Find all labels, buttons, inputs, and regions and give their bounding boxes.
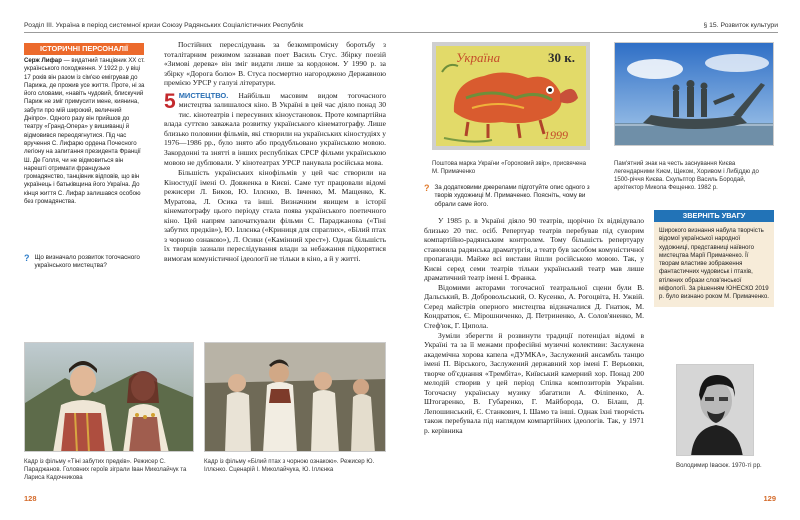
right-text-column bbox=[424, 216, 644, 436]
section-number: 5 bbox=[164, 89, 176, 113]
paragraph-theatre-1: У 1985 р. в Україні діяло 90 театрів, щорічно їх відвідувало близько 20 тис. осіб. Репертуар театрів перебував під суворим компартійно-радянським контролем. Тому більшість репертуару становила радянська драматургія, а театр був засобом комуністичної пропаганди. Майже всі вистави йшли російською мовою. Так, у Києві серед семи театрів тільки український театр мав лише драматичний театр імені І. Франка. bbox=[424, 216, 644, 283]
monument-photo-image bbox=[615, 43, 774, 146]
paragraph-theatre-2: Відомими акторами тогочасної театральної сцени були В. Дальський, В. Добровольський, О. Кусенко, А. Рогоцвіта, Н. Ужвій. Серед майстрів оперного мистецтва відзначалися Д. Гнатюк, М. Кондратюк, Є. Мірошниченко, Д. Петриненко, А. Солов'яненко, М. Стеф'юк, Г. Ципола. bbox=[424, 282, 644, 331]
postage-stamp bbox=[432, 42, 590, 150]
left-running-header: Розділ ІІІ. Україна в період системної кризи Союзу Радянських Соціалістичних Республік bbox=[24, 22, 304, 29]
monument-caption: Пам'ятний знак на честь заснування Києва легендарними Києм, Щеком, Хоривом і Либіддю до 1500-річчя Києва. Скульптор Василь Бородай, архітектор Микола Фещенко. 1982 р. bbox=[614, 160, 759, 191]
left-page-number: 128 bbox=[24, 494, 37, 503]
persons-box bbox=[24, 57, 146, 206]
film-still-white-bird bbox=[204, 342, 386, 452]
left-text-column bbox=[164, 40, 386, 264]
film-still-shadows-caption: Кадр із фільму «Тіні забутих предків». Режисер С. Параджанов. Головних героїв зіграли Іван Миколайчук та Лариса Кадочникова bbox=[24, 458, 187, 481]
right-question bbox=[424, 184, 592, 209]
paragraph-cinema-2: Більшість українських кінофільмів у цей час створили на Кіностудії імені О. Довженка в Києві. Саме тут працювали відомі режисери Л. Биков, Ю. Іллєнко, В. Івченко, М. Мащенко, К. Муратова, Л. Осика та інші. Визначним явищем в історії кінематографу цього періоду стала поява українського поетичного кіно. Цей напрям започаткували фільми С. Параджанова («Тіні забутих предків»), Ю. Іллєнка («Криниця для спраглих», «Білий птах з чорною ознакою»), Л. Осики («Камінний хрест»). Однак більшість їх творців зазнали переслідування влади за небажання підкорятися вимогам комуністичної ідеології не тільки в кіно, а й у житті. bbox=[164, 168, 386, 264]
header-rule bbox=[400, 32, 778, 33]
stamp-country-label: Україна bbox=[456, 50, 501, 65]
paragraph-stus: Постійних переслідувань за безкомпромісну боротьбу з тоталітарним режимом зазнавав поет Василь Стус. Збірку поезій «Зимові дерева» він зміг видати лише за кордоном. У 1990 р. за збірку «Дорога болю» В. Стуса посмертно нагороджено Державною премією УРСР у галузі літератури. bbox=[164, 40, 386, 88]
question-icon: ? bbox=[24, 253, 30, 263]
attention-box: Широкого визнання набула творчість відомої української народної художниці, представниці наївного мистецтва Марії Примаченко. Її творам властиве зображення фантастичних чудовиськ і птахів, втілених образи слов'янської міфології. За рішенням ЮНЕСКО 2019 р. було визнано роком М. Примаченко. bbox=[654, 222, 774, 307]
section-heading: МИСТЕЦТВО. bbox=[178, 90, 229, 100]
film-still-shadows-image bbox=[25, 343, 194, 452]
film-still-shadows bbox=[24, 342, 194, 452]
attention-box-title: ЗВЕРНІТЬ УВАГУ bbox=[654, 210, 774, 222]
paragraph-music: Зуміли зберегти й розвинути традиції потенціал відомі в Україні та за її межами професійні музичні колективи: Заслужена академічна хорова капела «ДУМКА», Заслужений ансамбль танцю імені П. Вірського, Заслужений державний хор імені Г. Верьовки, творче об'єднання «Трембіта», Київський камерний хор. Понад 200 мелодій створив у цей період Спілка композиторів України. Тогочасну українську музику збагатили А. Філіпенко, А. Штогаренко, В. Губаренко, Г. Майборода, О. Білаш, Д. Лепошинський, Є. Станкович, І. Шамо та інші. Однак їхні творчість також перебувала під наглядом компартійних ідеологів. Так, у 1971 р. керівника bbox=[424, 330, 644, 436]
person-text: — видатний танцівник ХХ ст. українського походження. У 1922 р. у віці 17 років він разом із сім'єю емігрував до Парижа, де прожив усе життя. Проте, ні за його словами, «навіть чудовий, блискучий Париж не зміг примусити мене, киянина, забути про мій широкий, величний Дніпро». Одного разу він прийшов до театру «Гранд-Опера» у вишиванці й відмовився переодягнутися. Під час вручення С. Лифарю ордена Почесного легіону на запитання президента Франції Ш. Де Голля, чи не відмовиться він нарешті отримати французьке громадянство, танцівник відповів, що він українець і батьківщина його Україна. До кінця життя С. Лифар залишався особою без громадянства. bbox=[24, 57, 145, 206]
portrait-ivasyuk bbox=[676, 364, 754, 456]
right-running-header: § 15. Розвиток культури bbox=[703, 22, 778, 29]
monument-photo bbox=[614, 42, 774, 146]
left-question bbox=[24, 254, 144, 271]
header-rule bbox=[24, 32, 400, 33]
persons-box-title: ІСТОРИЧНІ ПЕРСОНАЛІЇ bbox=[24, 43, 144, 55]
right-page bbox=[400, 0, 800, 520]
film-still-white-bird-caption: Кадр із фільму «Білий птах з чорною ознакою». Режисер Ю. Іллєнко. Сценарій І. Миколайчука, Ю. Іллєнка bbox=[204, 458, 375, 473]
stamp-caption: Поштова марка України «Гороховий звір», присвячена М. Примаченко bbox=[432, 160, 587, 175]
right-page-number: 129 bbox=[763, 494, 776, 503]
paragraph-cinema-1 bbox=[164, 91, 386, 167]
stamp-value-label: 30 к. bbox=[548, 50, 575, 65]
person-name: Серж Лифар bbox=[24, 57, 62, 64]
left-question-text: Що визначало розвиток тогочасного українського мистецтва? bbox=[34, 254, 140, 270]
portrait-ivasyuk-image bbox=[677, 365, 754, 456]
question-icon: ? bbox=[424, 183, 430, 193]
stamp-year-label: 1999 bbox=[544, 128, 568, 142]
cinema-text-1: Найбільш масовим видом тогочасного мистецтва залишалося кіно. В Україні в цей час діяло понад 30 тис. кінотеатрів і пересувних кіноустановок. Проте компартійна влада суттєво заважала розвитку українського кінематографу. Лише близько половини фільмів, які створили на українських кіностудіях у 1976—1986 рр., було знято або продубльовано українською мовою. Закордонні та знятті в інших республіках СРСР фільми українською мовою не дублювали. У кінотеатрах УРСР панувала російська мова. bbox=[164, 90, 386, 167]
portrait-caption: Володимир Івасюк. 1970-ті рр. bbox=[676, 462, 762, 469]
film-still-white-bird-image bbox=[205, 343, 386, 452]
right-question-text: За додатковими джерелами підготуйте опис одного з творів художниці М. Примаченко. Поясніть, чому ви обрали саме його. bbox=[434, 184, 590, 208]
